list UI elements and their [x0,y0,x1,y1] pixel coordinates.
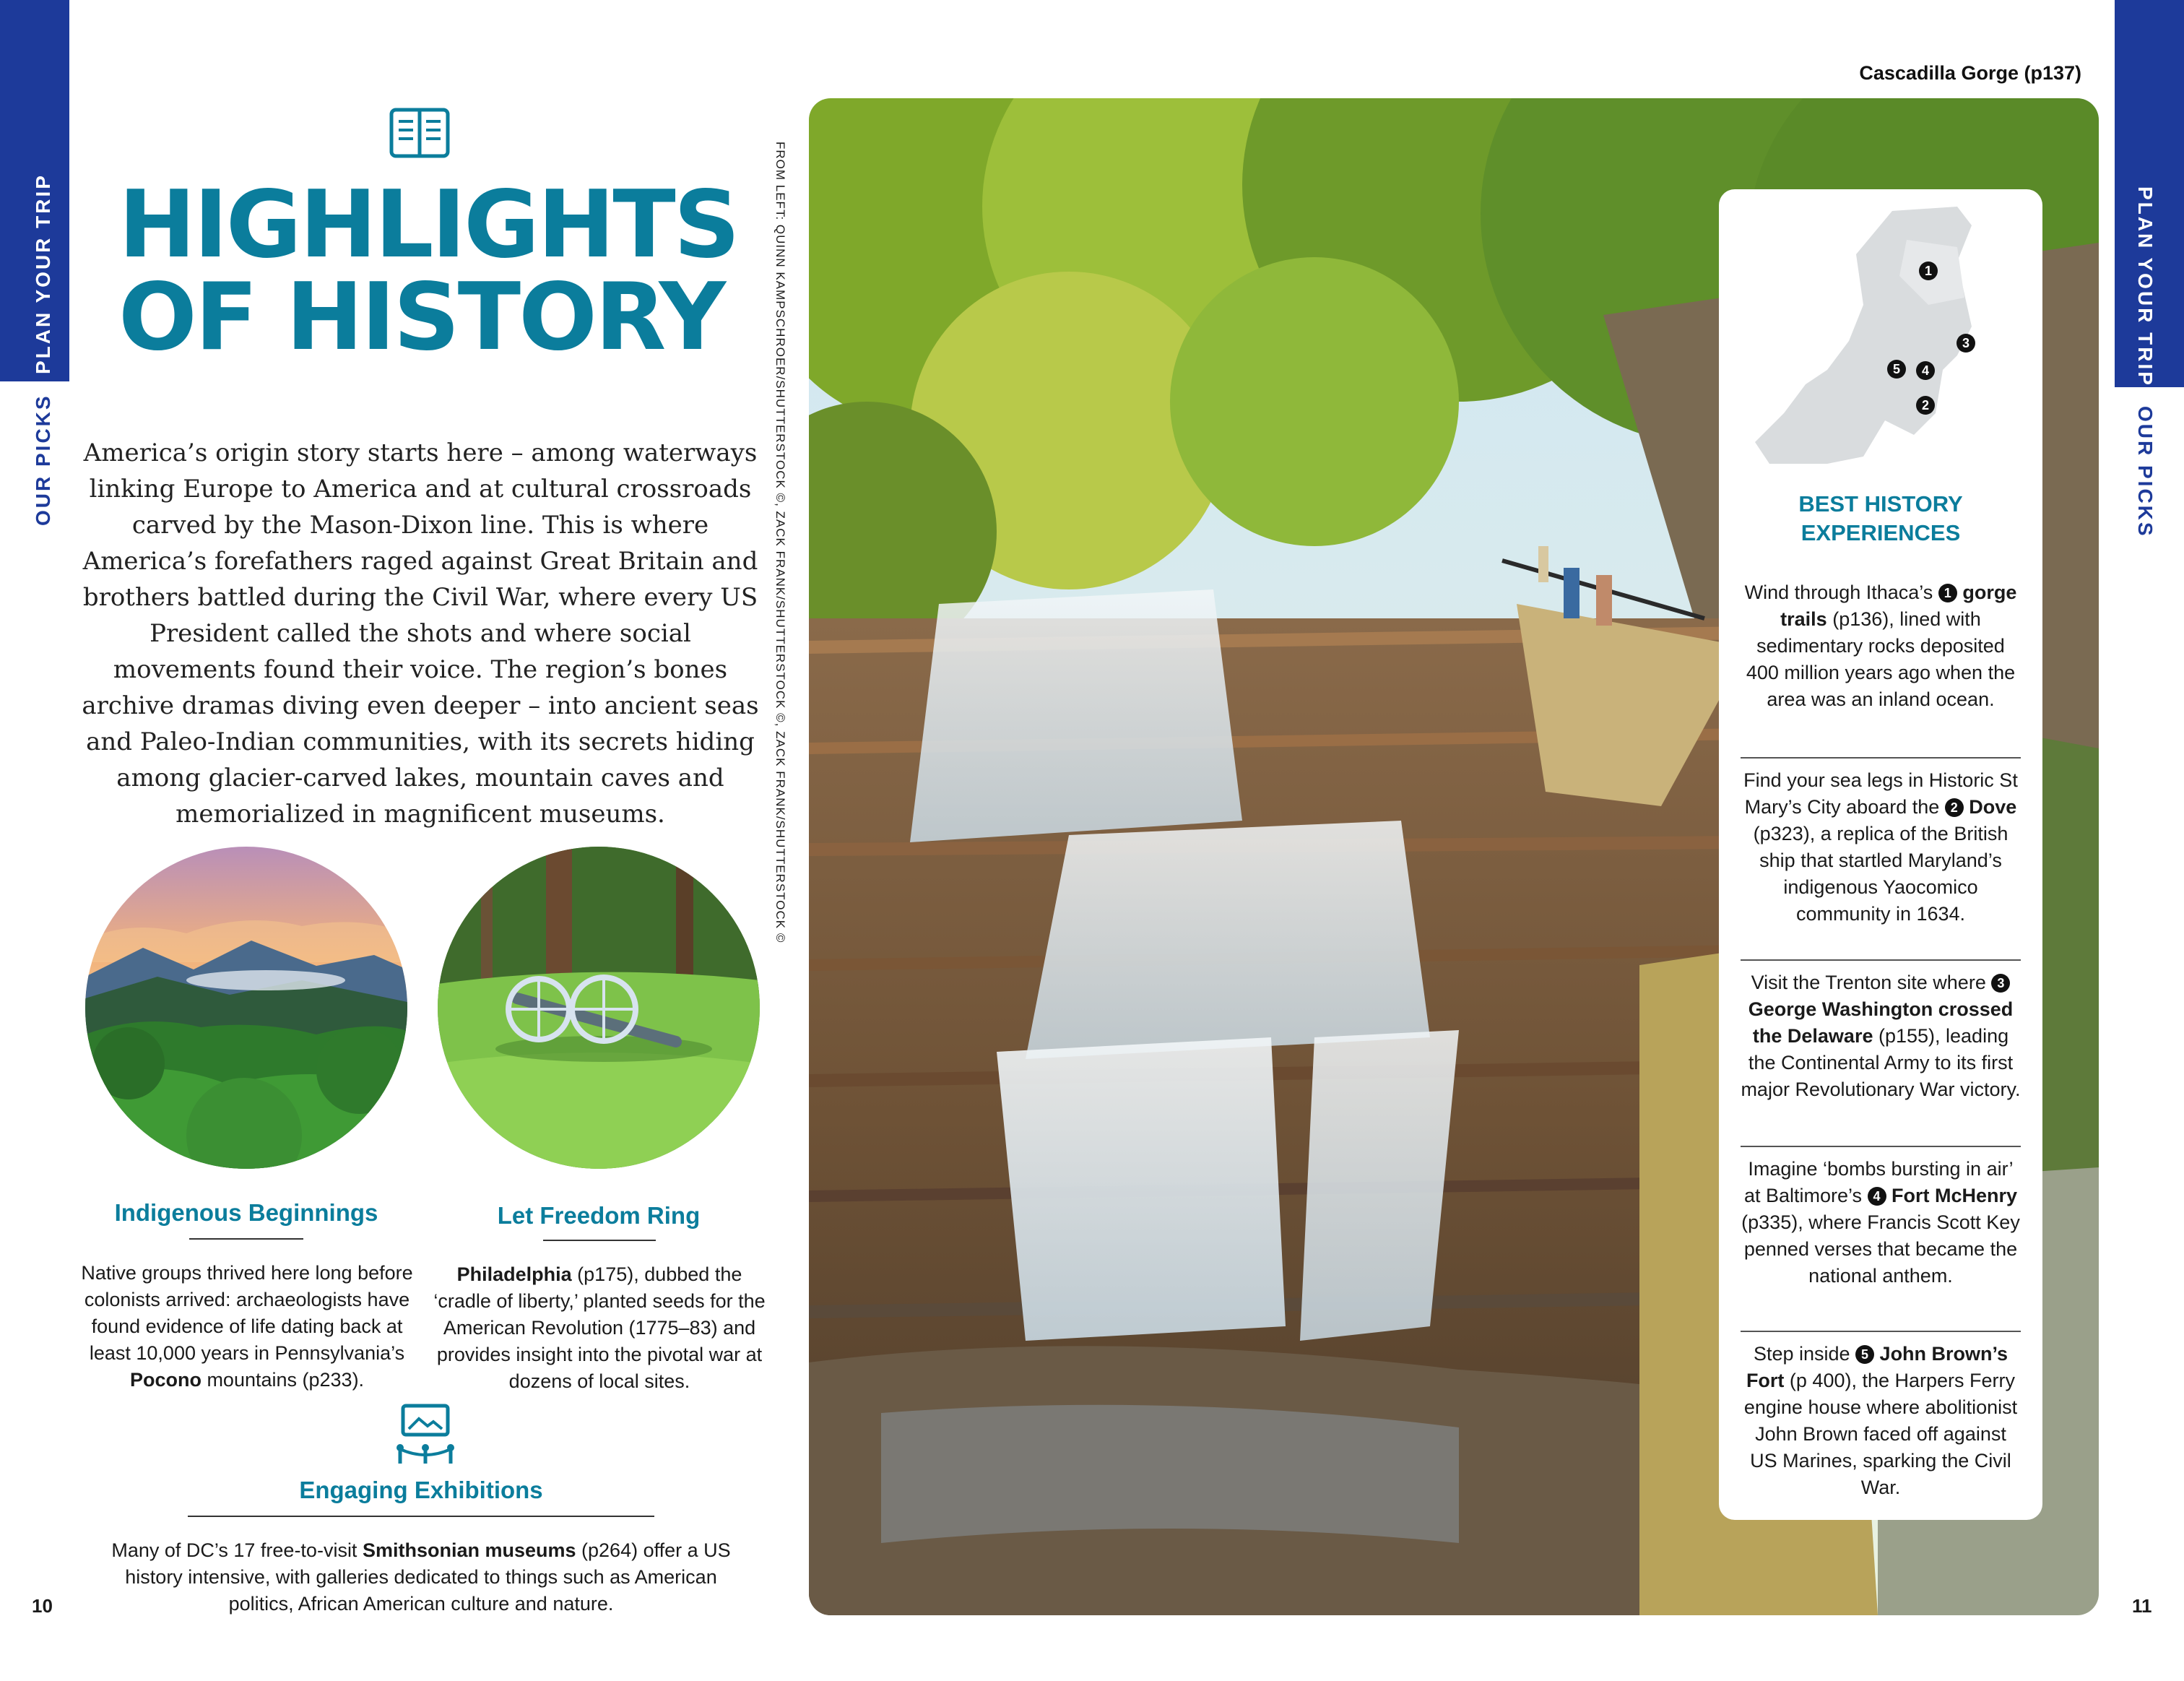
map-marker-3[interactable]: 3 [1956,334,1975,353]
exhibitions-body-bold: Smithsonian museums [362,1539,576,1561]
entry-text: Find your sea legs in Historic St Mary’s City aboard the [1743,769,2018,818]
best-history-panel [1719,189,2042,1520]
entry-number: 5 [1855,1345,1874,1364]
experience-entry [1741,579,2021,713]
title-line-1: HIGHLIGHTS [118,171,738,279]
freedom-body [433,1261,766,1395]
experience-entry [1741,1156,2021,1289]
entry-highlight: John Brown’s Fort [1746,1343,2008,1391]
photo-credit: FROM LEFT: QUINN KAMPSCHROER/SHUTTERSTOCK ©, ZACK FRANK/SHUTTERSTOCK ©, ZACK FRANK/SHUTTERSTOCK © [774,142,787,943]
entry-number: 4 [1868,1187,1886,1206]
exhibitions-divider [188,1516,654,1517]
entry-text: Step inside [1753,1343,1856,1365]
mountains-photo [85,847,407,1169]
entry-text: Imagine ‘bombs bursting in air’ at Baltimore’s [1743,1158,2014,1206]
entry-text-end: (p335), where Francis Scott Key penned verses that became the national anthem. [1741,1211,2020,1287]
freedom-body-text: (p175), dubbed the ‘cradle of liberty,’ planted seeds for the American Revolution (1775–83) and provides insight into the pivotal war at dozens of local sites. [433,1263,766,1392]
title-line-2: OF HISTORY [118,264,724,371]
intro-paragraph: America’s origin story starts here – among waterways linking Europe to America and at cultural crossroads carved by the Mason-Dixon line. This is where America’s forefathers raged against Great Britain and brothers battled during the Civil War, where every US President called the shots and where social movements found their voice. The region’s bones archive dramas diving even deeper – into ancient seas and Paleo-Indian communities, with its secrets hiding among glacier-carved lakes, mountain caves and memorialized in magnificent museums. [82,438,759,829]
entry-highlight: Fort McHenry [1892,1185,2018,1206]
map-marker-2[interactable]: 2 [1916,396,1935,415]
entry-text-end: (p 400), the Harpers Ferry engine house where abolitionist John Brown faced off against US Marines, sparking the Civil War. [1743,1370,2018,1498]
exhibitions-body-end: (p264) offer a US history intensive, with galleries dedicated to things such as American politics, African American culture and nature. [125,1539,731,1615]
entry-divider [1741,1146,2021,1147]
photo-caption: Cascadilla Gorge (p137) [1859,62,2081,84]
map-marker-5[interactable]: 5 [1887,360,1906,379]
indigenous-divider [189,1238,303,1240]
entry-number: 2 [1945,798,1964,817]
freedom-divider [543,1240,656,1241]
entry-number: 3 [1991,974,2010,993]
freedom-body-bold: Philadelphia [456,1263,572,1285]
experience-entry [1741,969,2021,1103]
entry-text-end: (p323), a replica of the British ship that startled Maryland’s indigenous Yaocomico community in 1634. [1753,823,2008,925]
entry-text-end: (p136), lined with sedimentary rocks deposited 400 million years ago when the area was an inland ocean. [1746,608,2016,710]
map-marker-4[interactable]: 4 [1916,361,1935,380]
indigenous-beginnings-title: Indigenous Beginnings [114,1199,378,1226]
exhibitions-body-text: Many of DC’s 17 free-to-visit [111,1539,363,1561]
entry-text: Visit the Trenton site where [1751,972,1992,993]
entry-divider [1741,959,2021,961]
page-number-right: 11 [2132,1595,2152,1617]
entry-divider [1741,1331,2021,1332]
let-freedom-ring-title: Let Freedom Ring [497,1202,701,1229]
book-icon [387,105,452,160]
region-map [1741,196,2021,471]
entry-highlight: Dove [1969,796,2017,818]
indigenous-body-end: mountains (p233). [201,1369,365,1391]
entry-number: 1 [1938,584,1957,602]
indigenous-body-bold: Pocono [129,1369,202,1391]
entry-divider [1741,757,2021,759]
best-history-title [1719,490,2042,548]
entry-text-end: (p155), leading the Continental Army to its first major Revolutionary War victory. [1741,1025,2021,1100]
page-number-left: 10 [32,1595,53,1617]
indigenous-body [81,1260,413,1393]
page-title [118,171,768,371]
best-history-title-line2: EXPERIENCES [1800,520,1961,545]
engaging-exhibitions-title: Engaging Exhibitions [299,1477,543,1503]
right-tab-our-picks[interactable]: OUR PICKS [2134,406,2157,538]
entry-text: Wind through Ithaca’s [1744,582,1938,603]
left-tab-our-picks[interactable]: OUR PICKS [32,394,54,526]
right-tab-plan-your-trip[interactable]: PLAN YOUR TRIP [2134,186,2157,387]
entry-highlight: gorge trails [1780,582,2017,630]
indigenous-body-text: Native groups thrived here long before colonists arrived: archaeologists have found evidence of life dating back at least 10,000 years in Pennsylvania’s [81,1262,413,1364]
exhibitions-body [101,1537,741,1617]
experience-entry [1741,767,2021,928]
museum-exhibit-icon [393,1401,458,1466]
map-marker-1[interactable]: 1 [1919,262,1938,280]
left-tab-plan-your-trip[interactable]: PLAN YOUR TRIP [32,173,54,374]
entry-highlight: George Washington crossed the Delaware [1748,998,2014,1047]
cannon-photo [438,847,760,1169]
experience-entry [1741,1341,2021,1501]
best-history-title-line1: BEST HISTORY [1798,491,1963,517]
